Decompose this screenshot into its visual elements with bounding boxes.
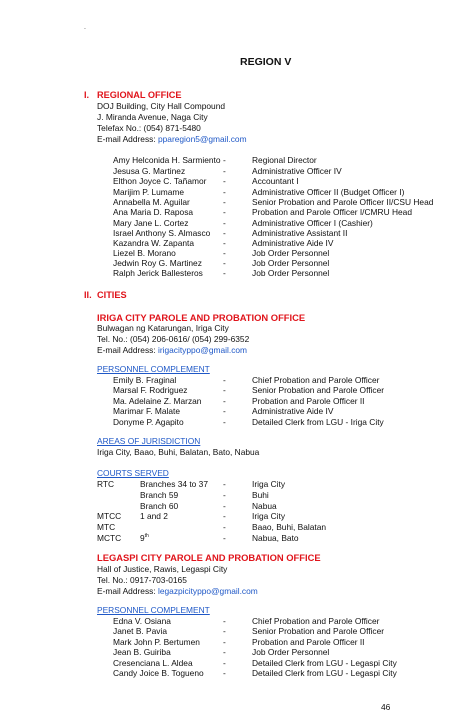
staff-name: Elthon Joyce C. Tañamor	[113, 176, 207, 186]
personnel-position: Probation and Parole Officer II	[252, 637, 365, 647]
court-branch	[140, 533, 149, 544]
court-dash: -	[223, 522, 226, 532]
personnel-position: Job Order Personnel	[252, 647, 330, 657]
staff-position: Administrative Officer II (Budget Officer I)	[252, 187, 405, 197]
court-type: MTC	[97, 522, 116, 532]
staff-name: Kazandra W. Zapanta	[113, 238, 195, 248]
staff-dash: -	[223, 197, 226, 207]
staff-dash: -	[223, 228, 226, 238]
staff-dash: -	[223, 166, 226, 176]
iriga-personnel-heading: PERSONNEL COMPLEMENT	[97, 364, 210, 374]
personnel-name: Janet B. Pavia	[113, 626, 168, 636]
staff-position: Administrative Officer I (Cashier)	[252, 218, 373, 228]
court-area: Buhi	[252, 490, 269, 500]
personnel-dash: -	[223, 668, 226, 678]
staff-position: Accountant I	[252, 176, 299, 186]
court-dash: -	[223, 490, 226, 500]
staff-dash: -	[223, 155, 226, 165]
personnel-position: Senior Probation and Parole Officer	[252, 385, 385, 395]
iriga-jurisdiction-text: Iriga City, Baao, Buhi, Balatan, Bato, Nabua	[97, 447, 260, 457]
court-dash: -	[223, 511, 226, 521]
court-area: Nabua	[252, 501, 277, 511]
personnel-name: Marimar F. Malate	[113, 406, 181, 416]
staff-name: Jedwin Roy G. Martinez	[113, 258, 202, 268]
court-branch: Branches 34 to 37	[140, 479, 208, 489]
regional-office-heading: REGIONAL OFFICE	[97, 90, 182, 100]
personnel-dash: -	[223, 396, 226, 406]
staff-position: Regional Director	[252, 155, 317, 165]
personnel-dash: -	[223, 637, 226, 647]
staff-name: Amy Helconida H. Sarmiento	[113, 155, 221, 165]
staff-position: Administrative Assistant II	[252, 228, 348, 238]
legaspi-email-link[interactable]: legazpicityppo@gmail.com	[157, 586, 258, 596]
personnel-position: Administrative Aide IV	[252, 406, 334, 416]
staff-name: Annabella M. Aguilar	[113, 197, 190, 207]
personnel-name: Candy Joice B. Togueno	[113, 668, 204, 678]
personnel-name: Emily B. Fraginal	[113, 375, 177, 385]
personnel-position: Probation and Parole Officer II	[252, 396, 365, 406]
legaspi-email-label: E-mail Address:	[97, 586, 158, 596]
personnel-name: Donyme P. Agapito	[113, 417, 184, 427]
court-type: MTCC	[97, 511, 122, 521]
iriga-email-label: E-mail Address:	[97, 345, 158, 355]
staff-name: Mary Jane L. Cortez	[113, 218, 189, 228]
legaspi-office-title: LEGASPI CITY PAROLE AND PROBATION OFFICE	[97, 552, 321, 563]
staff-name: Marijim P. Lumame	[113, 187, 185, 197]
iriga-email-line	[97, 345, 247, 356]
regional-email-link[interactable]: pparegion5@gmail.com	[157, 134, 247, 144]
legaspi-telephone: Tel. No.: 0917-703-0165	[97, 575, 187, 585]
regional-address-line-1: DOJ Building, City Hall Compound	[97, 101, 226, 111]
staff-position: Job Order Personnel	[252, 268, 330, 278]
iriga-office-title: IRIGA CITY PAROLE AND PROBATION OFFICE	[97, 312, 306, 323]
personnel-position: Chief Probation and Parole Officer	[252, 375, 380, 385]
personnel-dash: -	[223, 385, 226, 395]
staff-dash: -	[223, 176, 226, 186]
personnel-position: Senior Probation and Parole Officer	[252, 626, 385, 636]
legaspi-email-line	[97, 586, 258, 597]
section-numeral-2: II.	[84, 290, 92, 300]
court-dash: -	[223, 479, 226, 489]
staff-name: Jesusa G. Martinez	[113, 166, 186, 176]
staff-name: Liezel B. Morano	[113, 248, 176, 258]
court-branch: Branch 59	[140, 490, 179, 500]
personnel-dash: -	[223, 406, 226, 416]
personnel-position: Chief Probation and Parole Officer	[252, 616, 380, 626]
staff-dash: -	[223, 207, 226, 217]
personnel-dash: -	[223, 616, 226, 626]
court-type: RTC	[97, 479, 115, 489]
regional-email-label: E-mail Address:	[97, 134, 158, 144]
court-area: Iriga City	[252, 479, 286, 489]
legaspi-address: Hall of Justice, Rawis, Legaspi City	[97, 564, 228, 574]
personnel-position: Detailed Clerk from LGU - Iriga City	[252, 417, 384, 427]
staff-name: Israel Anthony S. Almasco	[113, 228, 211, 238]
staff-dash: -	[223, 218, 226, 228]
cities-heading: CITIES	[97, 290, 127, 300]
personnel-position: Detailed Clerk from LGU - Legaspi City	[252, 658, 397, 668]
page-number: 46	[381, 702, 391, 712]
court-area: Baao, Buhi, Balatan	[252, 522, 327, 532]
iriga-telephone: Tel. No.: (054) 206-0616/ (054) 299-6352	[97, 334, 250, 344]
court-type: MCTC	[97, 533, 122, 543]
region-title: REGION V	[240, 56, 292, 68]
personnel-name: Cresenciana L. Aldea	[113, 658, 193, 668]
personnel-name: Jean B. Guiriba	[113, 647, 171, 657]
stray-dot: .	[84, 24, 86, 31]
personnel-name: Ma. Adelaine Z. Marzan	[113, 396, 202, 406]
court-branch-suffix: th	[144, 533, 149, 540]
personnel-position: Detailed Clerk from LGU - Legaspi City	[252, 668, 397, 678]
regional-address-line-2: J. Miranda Avenue, Naga City	[97, 112, 208, 122]
staff-name: Ralph Jerick Ballesteros	[113, 268, 203, 278]
staff-position: Job Order Personnel	[252, 258, 330, 268]
personnel-dash: -	[223, 658, 226, 668]
staff-position: Administrative Aide IV	[252, 238, 334, 248]
personnel-dash: -	[223, 417, 226, 427]
personnel-name: Edna V. Osiana	[113, 616, 171, 626]
personnel-dash: -	[223, 375, 226, 385]
section-numeral-1: I.	[84, 90, 90, 100]
personnel-dash: -	[223, 647, 226, 657]
court-area: Iriga City	[252, 511, 286, 521]
court-dash: -	[223, 501, 226, 511]
iriga-jurisdiction-heading: AREAS OF JURISDICTION	[97, 436, 201, 446]
court-branch-number: 9	[140, 533, 145, 543]
staff-position: Probation and Parole Officer I/CMRU Head	[252, 207, 412, 217]
staff-position: Job Order Personnel	[252, 248, 330, 258]
staff-dash: -	[223, 187, 226, 197]
regional-telefax: Telefax No.: (054) 871-5480	[97, 123, 201, 133]
staff-position: Administrative Officer IV	[252, 166, 342, 176]
personnel-name: Marsal F. Rodriguez	[113, 385, 188, 395]
court-dash: -	[223, 533, 226, 543]
iriga-courts-heading: COURTS SERVED	[97, 468, 169, 478]
regional-email-line	[97, 134, 247, 145]
staff-dash: -	[223, 248, 226, 258]
legaspi-personnel-heading: PERSONNEL COMPLEMENT	[97, 605, 210, 615]
staff-dash: -	[223, 258, 226, 268]
personnel-name: Mark John P. Bertumen	[113, 637, 200, 647]
iriga-email-link[interactable]: irigacityppo@gmail.com	[157, 345, 248, 355]
personnel-dash: -	[223, 626, 226, 636]
court-branch: Branch 60	[140, 501, 179, 511]
staff-dash: -	[223, 268, 226, 278]
court-branch: 1 and 2	[140, 511, 168, 521]
court-area: Nabua, Bato	[252, 533, 299, 543]
iriga-address: Bulwagan ng Katarungan, Iriga City	[97, 323, 229, 333]
staff-position: Senior Probation and Parole Officer II/CSU Head	[252, 197, 434, 207]
staff-name: Ana Maria D. Raposa	[113, 207, 194, 217]
staff-dash: -	[223, 238, 226, 248]
